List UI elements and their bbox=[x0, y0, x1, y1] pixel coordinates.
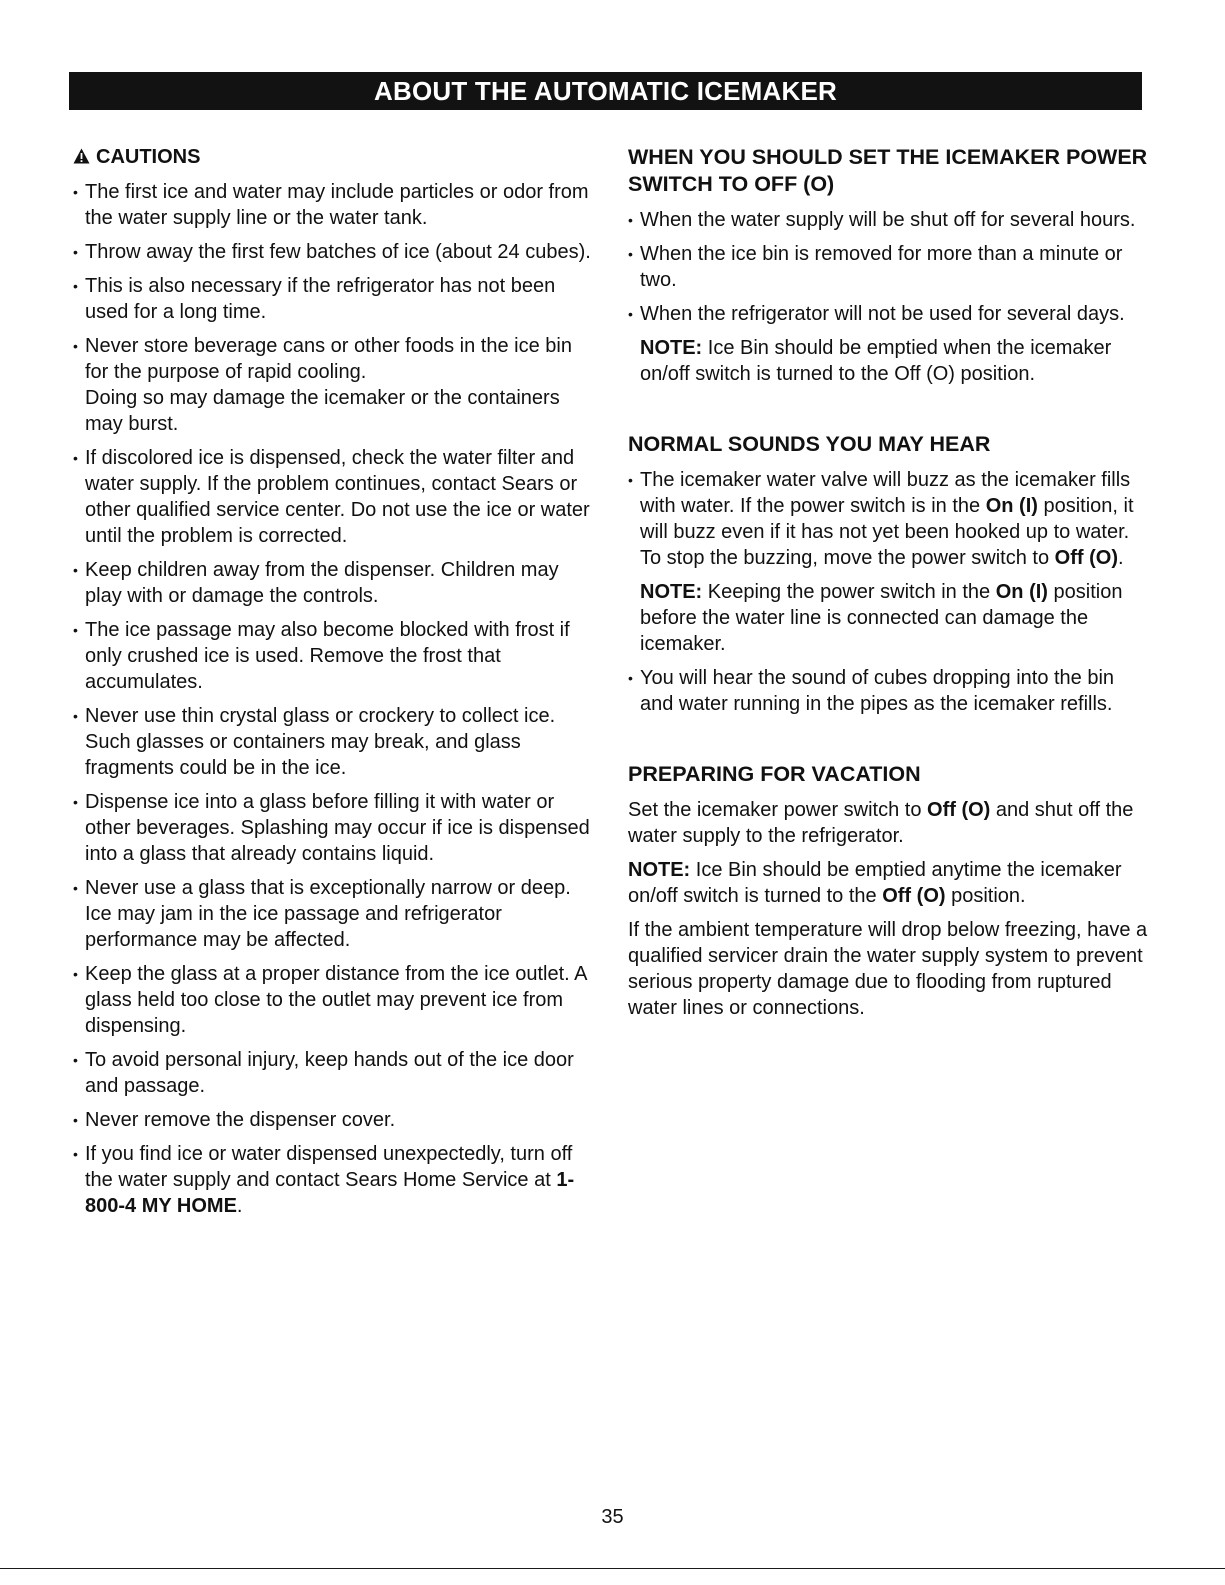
bottom-rule bbox=[0, 1568, 1225, 1569]
list-item-text: The icemaker water valve will buzz as the icemaker fills with water. If the power switch is in the bbox=[640, 469, 1131, 517]
bold-text: Off (O) bbox=[882, 885, 946, 907]
list-item-continuation: Doing so may damage the icemaker or the containers may burst. bbox=[85, 387, 560, 435]
para-text: and shut off the water supply to the refrigerator. bbox=[628, 799, 1134, 847]
phone-number: 1-800-4 MY HOME bbox=[85, 1169, 575, 1217]
list-item: • The first ice and water may include particles or odor from the water supply line or the water tank. bbox=[73, 179, 593, 231]
spacer bbox=[628, 395, 1148, 431]
list-item bbox=[628, 467, 1148, 571]
cautions-heading-text: CAUTIONS bbox=[96, 146, 201, 168]
list-item: • When the water supply will be shut off for several hours. bbox=[628, 207, 1148, 233]
spacer bbox=[628, 725, 1148, 761]
vacation-note bbox=[628, 857, 1148, 909]
list-item: • When the ice bin is removed for more than a minute or two. bbox=[628, 241, 1148, 293]
bold-text: Off (O) bbox=[1054, 547, 1118, 569]
note-text: Keeping the power switch in the bbox=[702, 581, 996, 603]
set-off-heading: WHEN YOU SHOULD SET THE ICEMAKER POWER SWITCH TO OFF (O) bbox=[628, 145, 1148, 196]
cautions-list bbox=[73, 179, 593, 1219]
list-item: • If discolored ice is dispensed, check the water filter and water supply. If the problem continues, contact Sears or other qualified service center. Do not use the ice or water until the problem is corrected. bbox=[73, 445, 593, 549]
list-item: • When the refrigerator will not be used for several days. bbox=[628, 301, 1148, 327]
list-item-text: . bbox=[1117, 547, 1124, 569]
sounds-list bbox=[628, 467, 1148, 571]
list-item-text: . bbox=[236, 1195, 243, 1217]
page-number: 35 bbox=[601, 1506, 624, 1528]
bold-text: Off (O) bbox=[927, 799, 991, 821]
list-item bbox=[73, 1141, 593, 1219]
list-item: • Keep children away from the dispenser. Children may play with or damage the controls. bbox=[73, 557, 593, 609]
note-text: Ice Bin should be emptied anytime the icemaker on/off switch is turned to the bbox=[628, 859, 1122, 907]
vacation-paragraph bbox=[628, 797, 1148, 849]
list-item: • To avoid personal injury, keep hands out of the ice door and passage. bbox=[73, 1047, 593, 1099]
list-item-text: Never store beverage cans or other foods in the ice bin for the purpose of rapid cooling. bbox=[85, 335, 572, 383]
left-column bbox=[73, 140, 593, 1227]
note-text: position. bbox=[945, 885, 1026, 907]
bold-text: On (I) bbox=[985, 495, 1038, 517]
note-label: NOTE: bbox=[640, 337, 703, 359]
vacation-paragraph-2: If the ambient temperature will drop below freezing, have a qualified servicer drain the water supply system to prevent serious property damage due to flooding from ruptured water lines or connections. bbox=[628, 919, 1148, 1019]
set-off-list bbox=[628, 207, 1148, 327]
note-label: NOTE: bbox=[640, 581, 703, 603]
set-off-note bbox=[628, 335, 1148, 387]
sounds-heading: NORMAL SOUNDS YOU MAY HEAR bbox=[628, 432, 991, 456]
list-item: • Throw away the first few batches of ice (about 24 cubes). bbox=[73, 239, 593, 265]
bold-text: On (I) bbox=[995, 581, 1048, 603]
list-item: • Keep the glass at a proper distance from the ice outlet. A glass held too close to the outlet may prevent ice from dispensing. bbox=[73, 961, 593, 1039]
list-item: • Never remove the dispenser cover. bbox=[73, 1107, 593, 1133]
sounds-list-2 bbox=[628, 665, 1148, 717]
note-text: Ice Bin should be emptied when the icemaker on/off switch is turned to the Off (O) position. bbox=[640, 337, 1112, 385]
warning-triangle-icon bbox=[73, 148, 90, 164]
list-item: • The ice passage may also become blocked with frost if only crushed ice is used. Remove the frost that accumulates. bbox=[73, 617, 593, 695]
section-banner: ABOUT THE AUTOMATIC ICEMAKER bbox=[69, 72, 1142, 110]
list-item: • Dispense ice into a glass before filling it with water or other beverages. Splashing may occur if ice is dispensed into a glass that already contains liquid. bbox=[73, 789, 593, 867]
list-item-text: position, it will buzz even if it has not yet been hooked up to water. To stop the buzzing, move the power switch to bbox=[640, 495, 1134, 569]
right-column bbox=[628, 140, 1148, 1029]
note-label: NOTE: bbox=[628, 859, 691, 881]
list-item-text: If you find ice or water dispensed unexpectedly, turn off the water supply and contact Sears Home Service at bbox=[85, 1143, 573, 1191]
list-item: • Never use a glass that is exceptionally narrow or deep. Ice may jam in the ice passage and refrigerator performance may be affected. bbox=[73, 875, 593, 953]
cautions-heading bbox=[73, 144, 593, 170]
list-item: • Never use thin crystal glass or crockery to collect ice. Such glasses or containers may break, and glass fragments could be in the ice. bbox=[73, 703, 593, 781]
list-item: • This is also necessary if the refrigerator has not been used for a long time. bbox=[73, 273, 593, 325]
para-text: Set the icemaker power switch to bbox=[628, 799, 928, 821]
list-item bbox=[73, 333, 593, 437]
vacation-heading: PREPARING FOR VACATION bbox=[628, 762, 921, 786]
list-item: • You will hear the sound of cubes dropping into the bin and water running in the pipes as the icemaker refills. bbox=[628, 665, 1148, 717]
sounds-note bbox=[628, 579, 1148, 657]
note-text: position before the water line is connected can damage the icemaker. bbox=[640, 581, 1123, 655]
